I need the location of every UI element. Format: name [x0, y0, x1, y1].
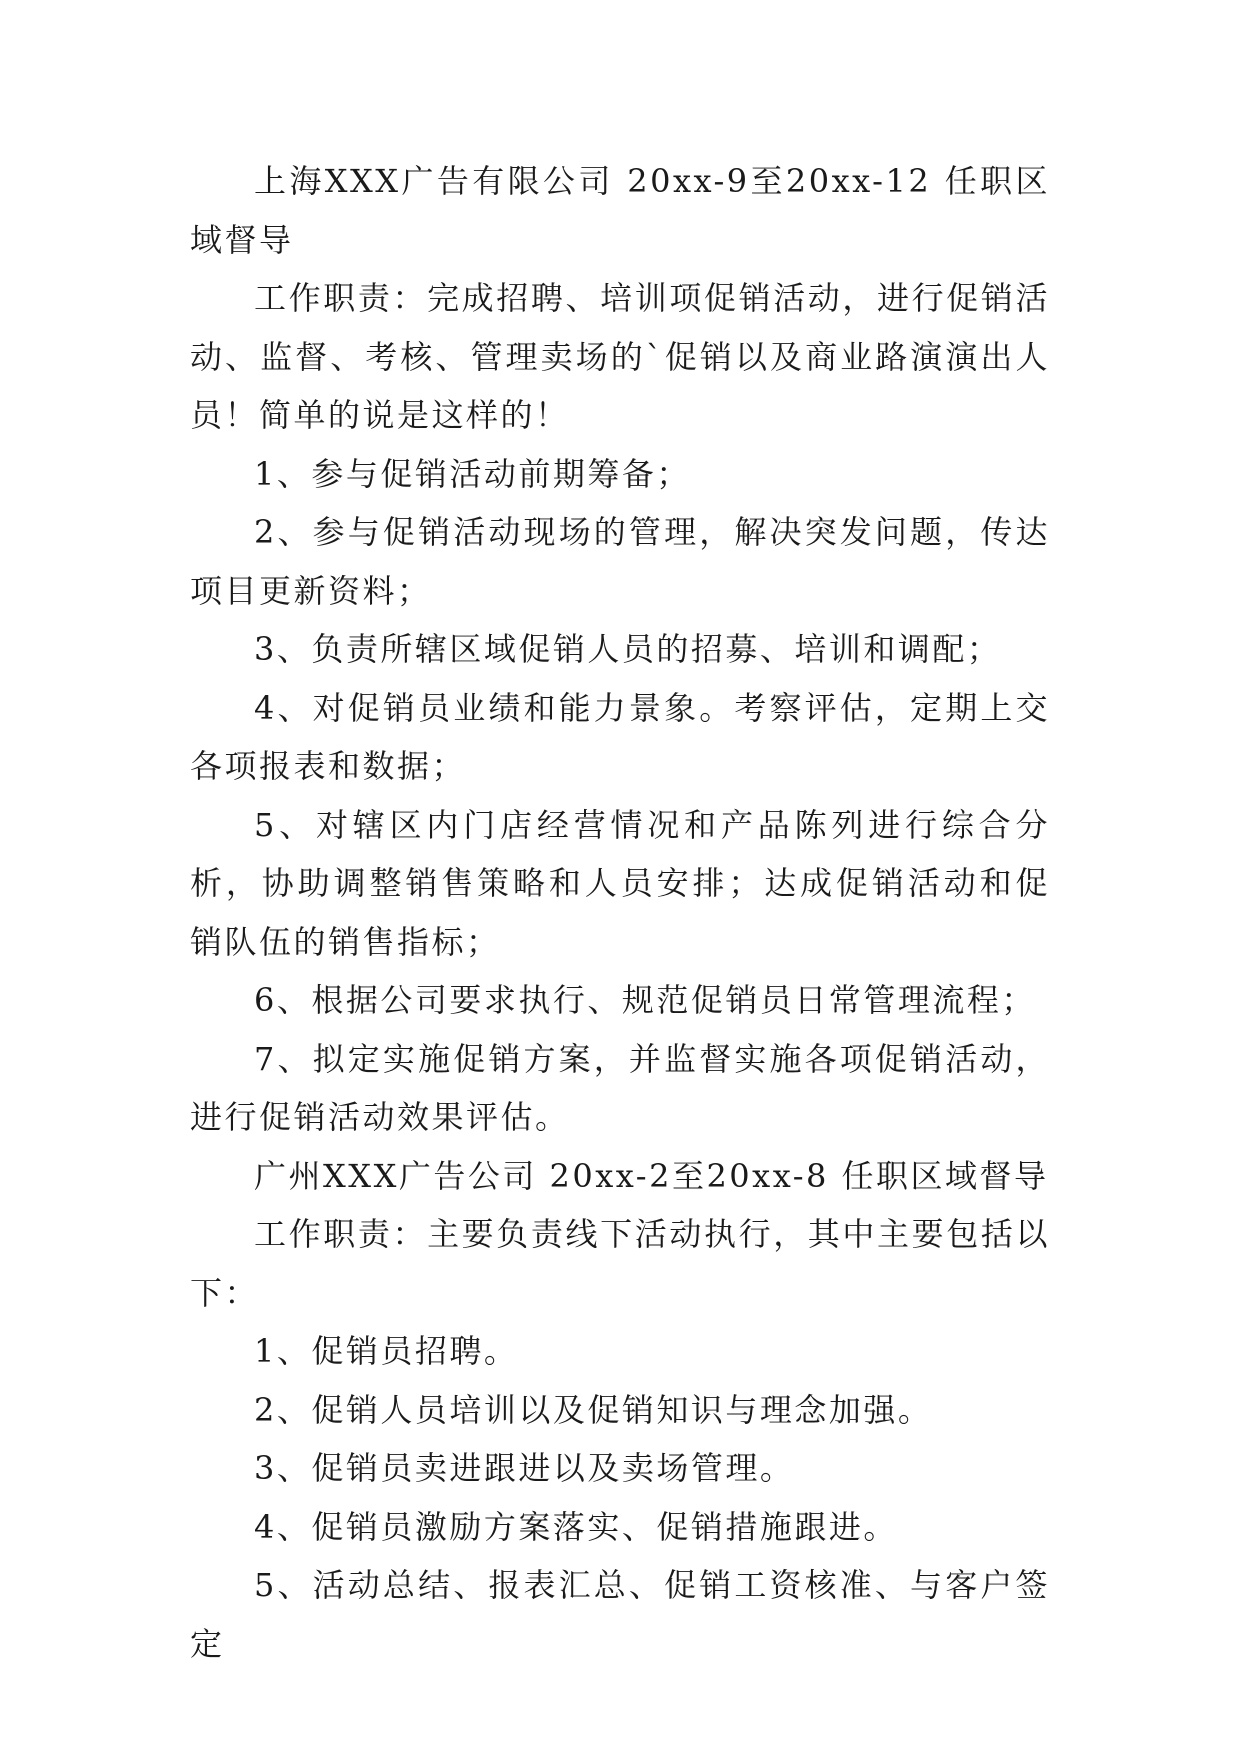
duty-list-item: 4、促销员激励方案落实、促销措施跟进。	[254, 1507, 898, 1546]
document-body	[190, 152, 1050, 1673]
duty-list-item: 1、促销员招聘。	[254, 1332, 519, 1370]
duty-list-item: 1、参与促销活动前期筹备；	[254, 454, 691, 493]
duty-list-item: 6、根据公司要求执行、规范促销员日常管理流程；	[254, 981, 1036, 1019]
job-entry-heading: 上海XXX广告有限公司 20xx-9至20xx-12 任职区域督导	[190, 162, 1050, 259]
job-duties-paragraph: 工作职责：主要负责线下活动执行，其中主要包括以下：	[190, 1215, 1050, 1312]
duty-list-item: 4、对促销员业绩和能力景象。考察评估，定期上交各项报表和数据；	[190, 688, 1050, 785]
duty-list-item: 5、活动总结、报表汇总、促销工资核准、与客户签定	[190, 1566, 1050, 1663]
duty-list-item: 5、对辖区内门店经营情况和产品陈列进行综合分析，协助调整销售策略和人员安排；达成促销活动和促销队伍的销售指标；	[190, 805, 1050, 961]
duty-list-item: 3、负责所辖区域促销人员的招募、培训和调配；	[254, 630, 1002, 668]
duty-list-item: 7、拟定实施促销方案，并监督实施各项促销活动，进行促销活动效果评估。	[190, 1039, 1050, 1136]
duty-list-item: 3、促销员卖进跟进以及卖场管理。	[254, 1449, 795, 1487]
duty-list-item: 2、促销人员培训以及促销知识与理念加强。	[254, 1390, 933, 1429]
job-entry-heading: 广州XXX广告公司 20xx-2至20xx-8 任职区域督导	[254, 1156, 1049, 1195]
job-duties-paragraph: 工作职责：完成招聘、培训项促销活动，进行促销活动、监督、考核、管理卖场的`促销以及商业路演演出人员！简单的说是这样的！	[190, 279, 1050, 434]
duty-list-item: 2、参与促销活动现场的管理，解决突发问题，传达项目更新资料；	[190, 513, 1050, 610]
